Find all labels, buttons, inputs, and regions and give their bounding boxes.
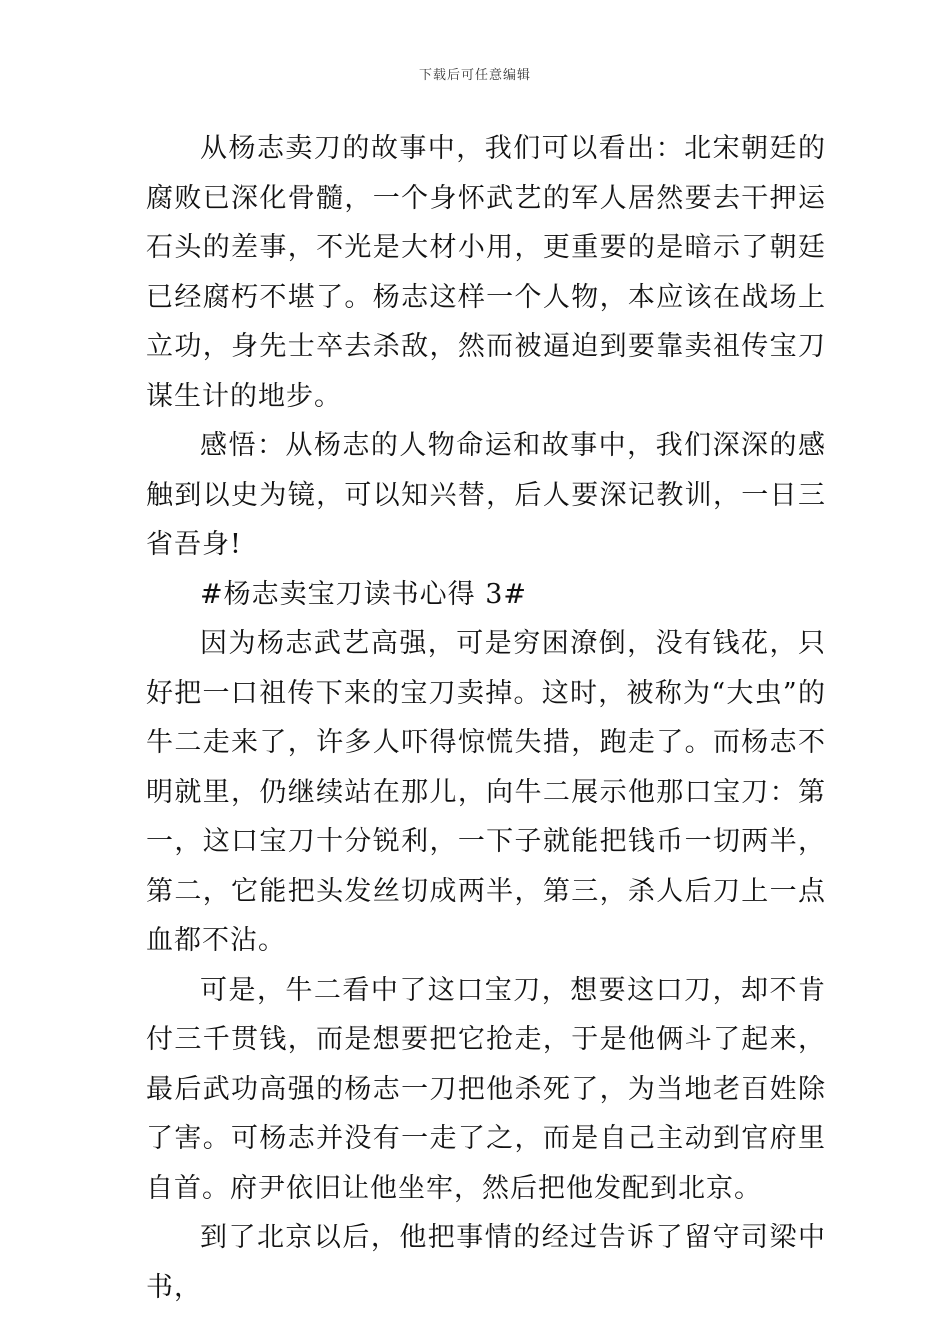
paragraph-beijing: 到了北京以后，他把事情的经过告诉了留守司梁中书，: [146, 1222, 826, 1303]
document-body: [146, 124, 826, 1312]
paragraph-reflection: 感悟：从杨志的人物命运和故事中，我们深深的感触到以史为镜，可以知兴替，后人要深记教训，一日三省吾身!: [146, 430, 826, 560]
paragraph-selling-sword: 因为杨志武艺高强，可是穷困潦倒，没有钱花，只好把一口祖传下来的宝刀卖掉。这时，被称为“大虫”的牛二走来了，许多人吓得惊慌失措，跑走了。而杨志不明就里，仍继续站在那儿，向牛二展示他那口宝刀：第一，这口宝刀十分锐利，一下子就能把钱币一切两半，第二，它能把头发丝切成两半，第三，杀人后刀上一点血都不沾。: [146, 628, 826, 956]
section-heading: #杨志卖宝刀读书心得 3#: [200, 578, 528, 610]
paragraph-fight: 可是，牛二看中了这口宝刀，想要这口刀，却不肯付三千贯钱，而是想要把它抢走，于是他俩斗了起来，最后武功高强的杨志一刀把他杀死了，为当地老百姓除了害。可杨志并没有一走了之，而是自己主动到官府里自首。府尹依旧让他坐牢，然后把他发配到北京。: [146, 974, 826, 1204]
download-note: 下载后可任意编辑: [418, 68, 531, 83]
paragraph-corruption-analysis: 从杨志卖刀的故事中，我们可以看出：北宋朝廷的腐败已深化骨髓，一个身怀武艺的军人居然要去干押运石头的差事，不光是大材小用，更重要的是暗示了朝廷已经腐朽不堪了。杨志这样一个人物，本应该在战场上立功，身先士卒去杀敌，然而被逼迫到要靠卖祖传宝刀谋生计的地步。: [146, 133, 826, 412]
